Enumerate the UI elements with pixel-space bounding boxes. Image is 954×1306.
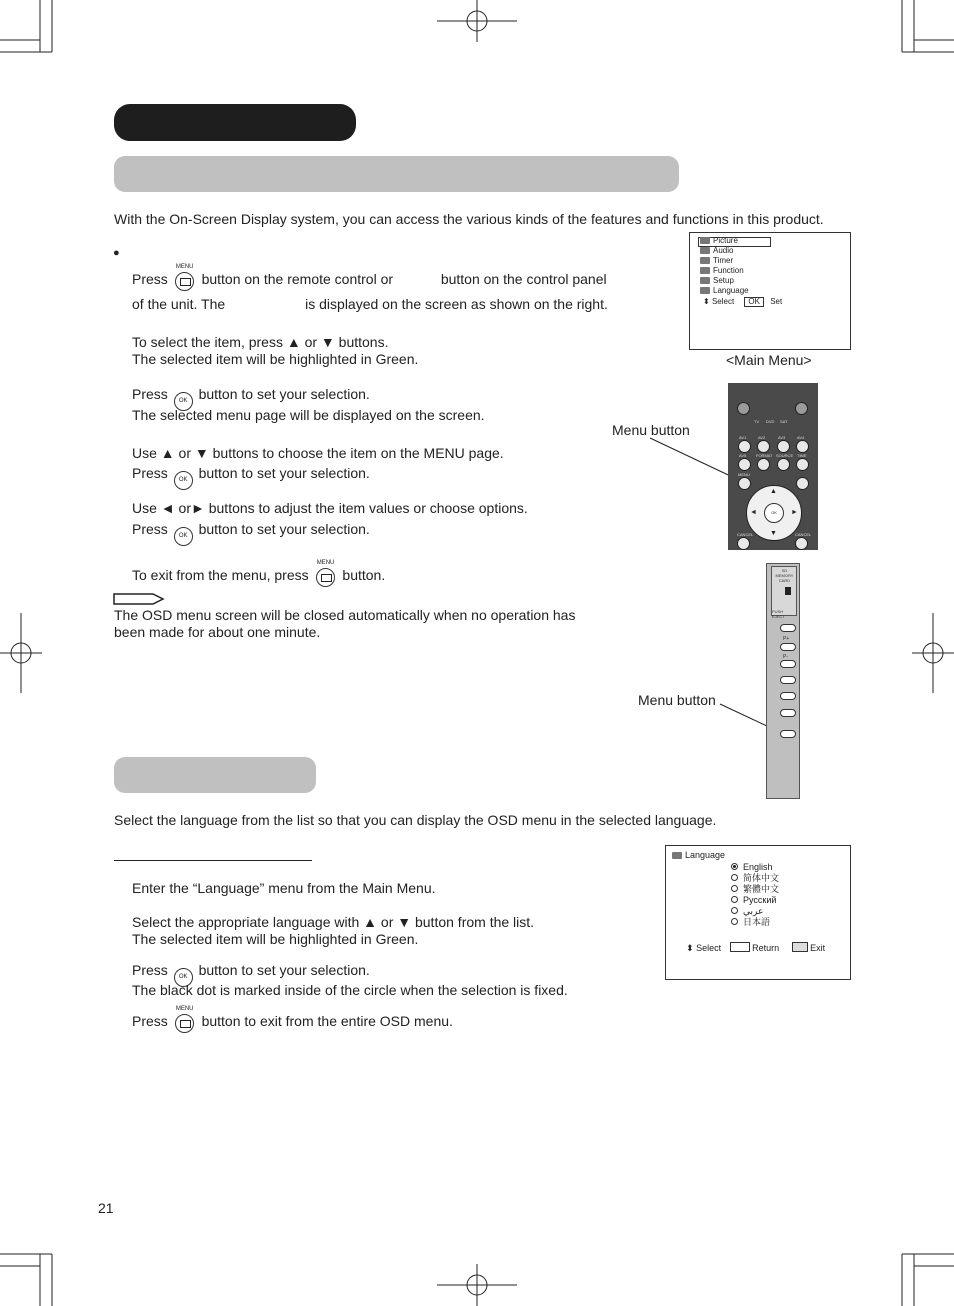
panel-button	[780, 643, 796, 651]
remote-button	[738, 440, 751, 453]
menu-button-icon: MENU	[174, 266, 196, 292]
radio-icon	[731, 907, 738, 914]
step4-line2: Press OK button to set your selection.	[132, 465, 370, 490]
return-icon	[730, 942, 750, 952]
main-menu-item: Picture	[700, 236, 738, 246]
remote-button	[777, 458, 790, 471]
language-option: عربي	[731, 906, 763, 916]
control-panel-image: SD MEMORY CARD PUSH EJECT P+ P-	[766, 563, 800, 799]
panel-button	[780, 709, 796, 717]
language-menu-osd	[665, 845, 851, 980]
language-option: 繁體中文	[731, 884, 779, 894]
ok-button-icon: OK	[174, 392, 193, 411]
main-menu-caption: <Main Menu>	[726, 352, 812, 368]
ok-button-icon: OK	[174, 968, 193, 987]
language-option: English	[731, 862, 773, 872]
remote-button	[738, 458, 751, 471]
language-menu-footer: ⬍ Select Return Exit	[686, 943, 826, 953]
up-arrow-icon: ▲	[770, 488, 777, 495]
language-option: Русский	[731, 895, 776, 905]
panel-menu-callout: Menu button	[638, 692, 716, 708]
remote-menu-button	[738, 477, 751, 490]
page-number: 21	[98, 1200, 114, 1216]
step5-line2: Press OK button to set your selection.	[132, 521, 370, 546]
radio-selected-icon	[731, 863, 738, 870]
remote-button	[737, 537, 750, 550]
step4-line1: Use ▲ or ▼ buttons to choose the item on the MENU page.	[132, 445, 504, 461]
lang-step3-line2: The black dot is marked inside of the circle when the selection is fixed.	[132, 982, 568, 998]
panel-button	[780, 676, 796, 684]
right-arrow-icon: ►	[791, 509, 798, 516]
radio-icon	[731, 885, 738, 892]
step1-line2: of the unit. The is displayed on the screen as shown on the right.	[132, 296, 608, 312]
remote-control-image: TV DVD SAT AV1 AV2 AV3 AV4 AV5 FORMAT SOURCE TIME MENU OK ▲ ▼ ◄ ► CANCEL CANCEL	[728, 383, 818, 550]
panel-button	[780, 660, 796, 668]
main-menu-item: Timer	[700, 256, 733, 266]
radio-icon	[731, 896, 738, 903]
step1-line1: Press MENU button on the remote control or button on the control panel	[132, 266, 607, 292]
language-section-bar	[114, 757, 316, 793]
menu-exit-icon	[792, 942, 808, 952]
step6-line1: To exit from the menu, press MENU button.	[132, 562, 385, 588]
divider	[114, 860, 312, 861]
language-option: 日本語	[731, 917, 770, 927]
remote-return-button	[796, 477, 809, 490]
lang-step1: Enter the “Language” menu from the Main Menu.	[132, 880, 436, 896]
remote-button	[796, 440, 809, 453]
main-menu-item: Function	[700, 266, 744, 276]
mute-icon	[795, 402, 808, 415]
radio-icon	[731, 918, 738, 925]
language-menu-title: Language	[672, 850, 725, 860]
note-line1: The OSD menu screen will be closed automatically when no operation has	[114, 607, 576, 623]
main-menu-footer: ⬍ Select OK Set	[703, 297, 783, 306]
radio-icon	[731, 874, 738, 881]
menu-button-icon: MENU	[315, 562, 337, 588]
remote-button	[757, 458, 770, 471]
intro-text: With the On-Screen Display system, you can access the various kinds of the features and functions in this product.	[114, 211, 824, 227]
lang-step2-line1: Select the appropriate language with ▲ or ▼ button from the list.	[132, 914, 535, 930]
step3-line1: Press OK button to set your selection.	[132, 386, 370, 411]
remote-button	[795, 537, 808, 550]
language-intro: Select the language from the list so that you can display the OSD menu in the selected language.	[114, 812, 717, 828]
main-menu-item: Setup	[700, 276, 734, 286]
note-line2: been made for about one minute.	[114, 624, 321, 640]
step2-line1: To select the item, press ▲ or ▼ buttons.	[132, 334, 389, 350]
power-icon	[737, 402, 750, 415]
bullet: ●	[113, 247, 120, 259]
updown-arrow-icon: ⬍	[686, 943, 694, 953]
language-icon	[672, 852, 682, 859]
sd-slot: SD MEMORY CARD PUSH EJECT	[771, 566, 797, 616]
remote-menu-callout: Menu button	[612, 422, 690, 438]
step5-line1: Use ◄ or► buttons to adjust the item values or choose options.	[132, 500, 528, 516]
ok-button-icon: OK	[174, 471, 193, 490]
main-menu-item: Language	[700, 286, 749, 296]
step2-line2: The selected item will be highlighted in Green.	[132, 351, 419, 367]
remote-button	[757, 440, 770, 453]
panel-menu-button	[780, 730, 796, 738]
remote-button	[796, 458, 809, 471]
menu-button-icon: MENU	[174, 1008, 196, 1034]
left-arrow-icon: ◄	[750, 509, 757, 516]
panel-button	[780, 692, 796, 700]
main-menu-item: Audio	[700, 246, 733, 256]
language-option: 简体中文	[731, 873, 779, 883]
ok-button-icon: OK	[174, 527, 193, 546]
dpad	[746, 485, 802, 541]
panel-power-button	[780, 624, 796, 632]
lang-step3-line1: Press OK button to set your selection.	[132, 962, 370, 987]
lang-step4: Press MENU button to exit from the entire OSD menu.	[132, 1008, 453, 1034]
updown-arrow-icon: ⬍	[703, 297, 710, 306]
down-arrow-icon: ▼	[770, 530, 777, 537]
lang-step2-line2: The selected item will be highlighted in Green.	[132, 931, 419, 947]
remote-ok-button: OK	[764, 503, 784, 523]
step3-line2: The selected menu page will be displayed on the screen.	[132, 407, 485, 423]
remote-button	[777, 440, 790, 453]
